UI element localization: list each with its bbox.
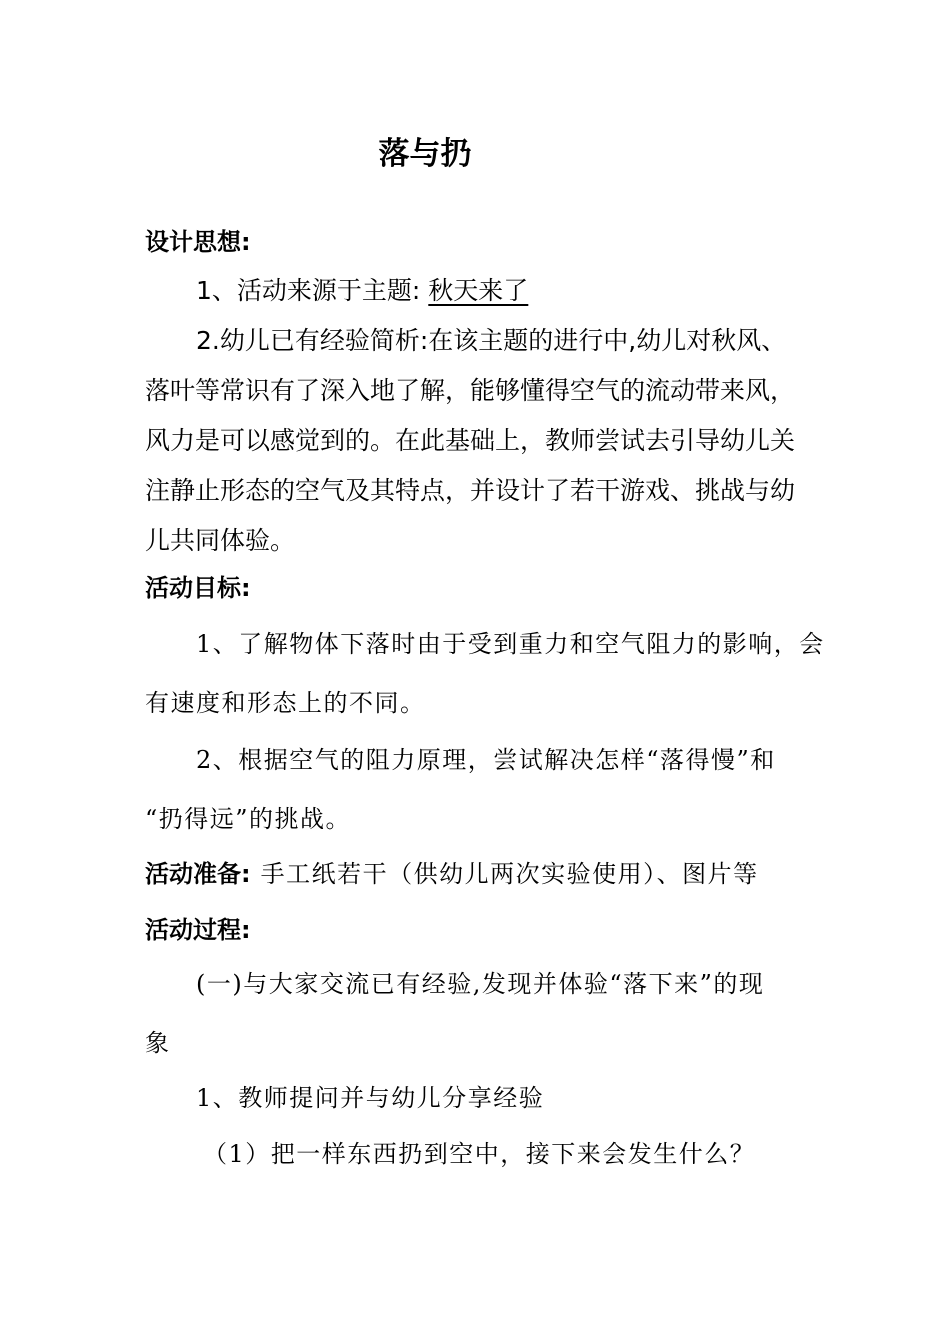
prep-row bbox=[145, 854, 759, 889]
design-item-2-line-4: 注静止形态的空气及其特点，并设计了若干游戏、挑战与幼 bbox=[145, 476, 796, 505]
goals-heading: 活动目标: bbox=[145, 574, 251, 602]
process-line-2: 象 bbox=[145, 1029, 171, 1057]
document-title: 落与扔 bbox=[378, 136, 472, 172]
process-line-1: (一)与大家交流已有经验,发现并体验“落下来”的现 bbox=[196, 970, 765, 998]
goals-line-4: “扔得远”的挑战。 bbox=[145, 805, 352, 833]
design-item-2-line-1: 2.幼儿已有经验简析:在该主题的进行中,幼儿对秋风、 bbox=[196, 326, 787, 355]
design-item-1-prefix: 1、活动来源于主题: bbox=[196, 276, 421, 305]
design-item-1 bbox=[196, 271, 528, 307]
design-item-1-theme: 秋天来了 bbox=[428, 276, 529, 305]
goals-line-2: 有速度和形态上的不同。 bbox=[145, 689, 426, 717]
design-heading: 设计思想: bbox=[145, 228, 251, 256]
design-item-2-line-3: 风力是可以感觉到的。在此基础上，教师尝试去引导幼儿关 bbox=[145, 426, 796, 455]
design-item-2-line-2: 落叶等常识有了深入地了解，能够懂得空气的流动带来风， bbox=[145, 376, 796, 405]
prep-heading: 活动准备: bbox=[145, 860, 251, 888]
process-heading: 活动过程: bbox=[145, 916, 251, 944]
prep-text: 手工纸若干（供幼儿两次实验使用）、图片等 bbox=[260, 860, 759, 888]
design-item-2-line-5: 儿共同体验。 bbox=[145, 526, 296, 555]
process-line-4: （1）把一样东西扔到空中，接下来会发生什么？ bbox=[203, 1140, 756, 1168]
process-line-3: 1、教师提问并与幼儿分享经验 bbox=[196, 1084, 545, 1112]
goals-line-3: 2、根据空气的阻力原理，尝试解决怎样“落得慢”和 bbox=[196, 746, 776, 774]
goals-line-1: 1、了解物体下落时由于受到重力和空气阻力的影响，会 bbox=[196, 630, 825, 658]
